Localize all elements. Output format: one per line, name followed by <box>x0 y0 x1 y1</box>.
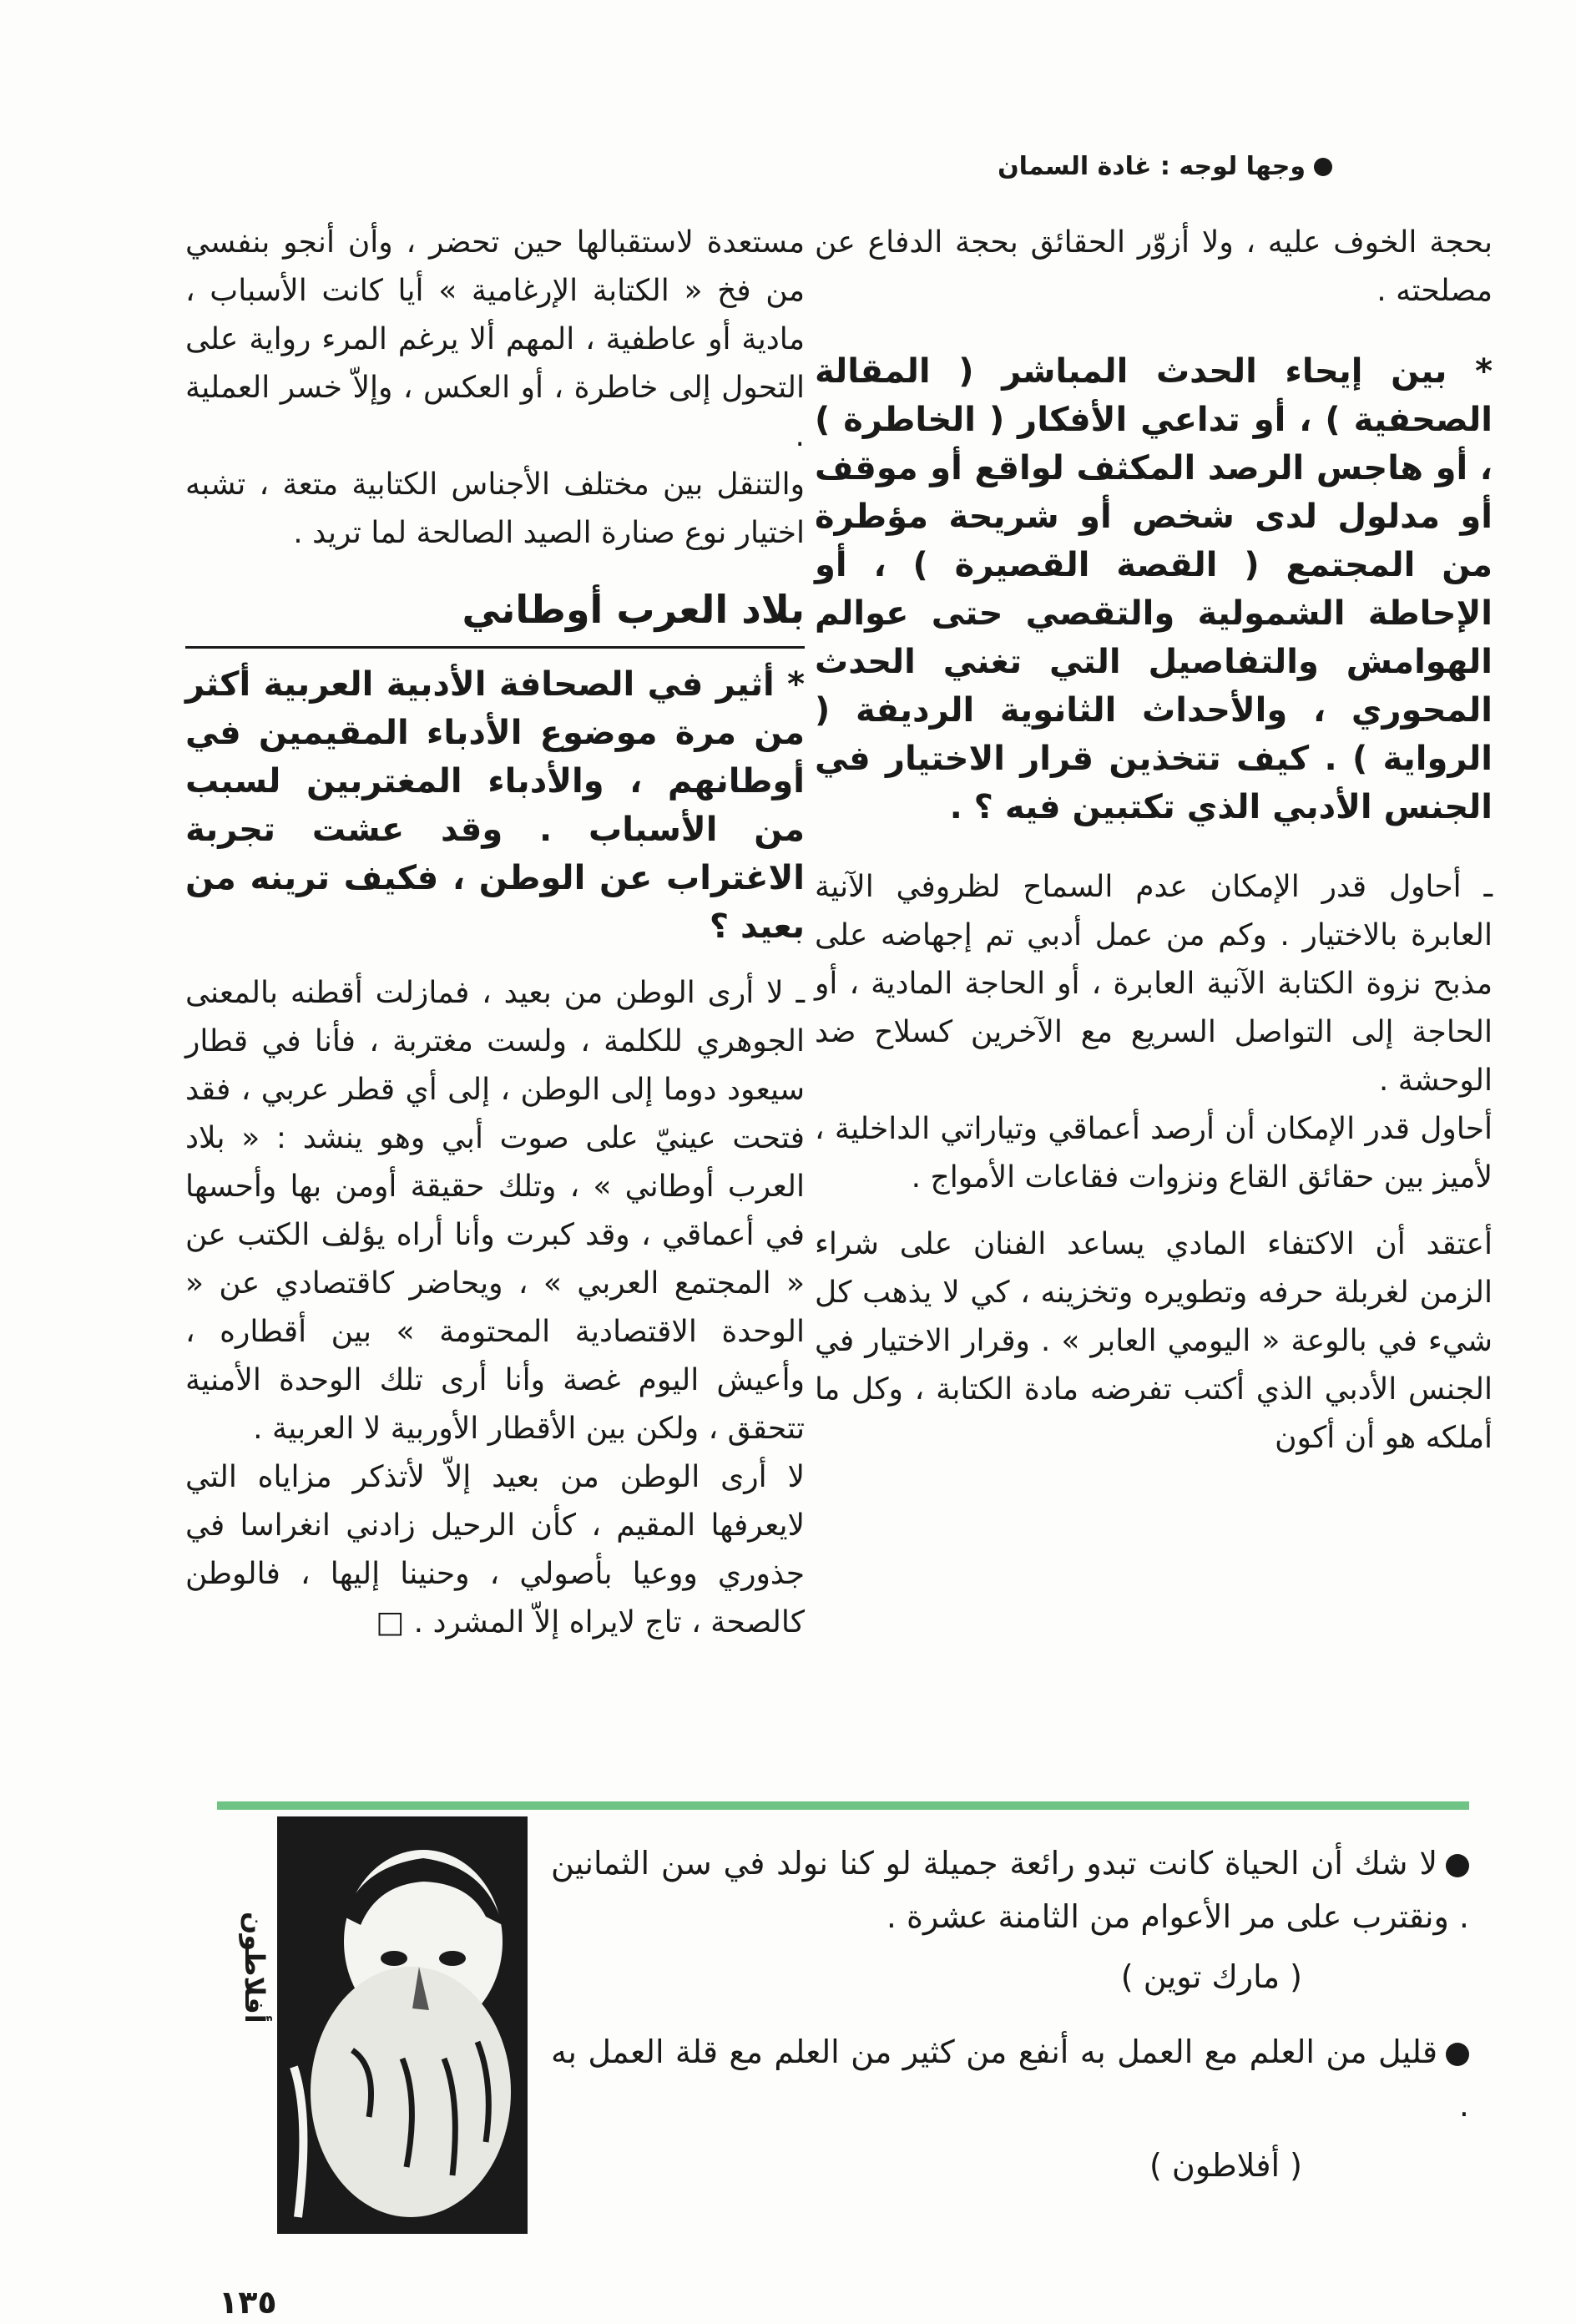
paragraph: مستعدة لاستقبالها حين تحضر ، وأن أنجو بنفسي من فخ « الكتابة الإرغامية » أيا كانت الأسباب ، مادية أو عاطفية ، المهم ألا يرغم المرء رواية على التحول إلى خاطرة ، أو العكس ، وإلاّ خسر العملية . <box>185 225 805 453</box>
quotes-box <box>551 1836 1469 2214</box>
left-column <box>185 219 805 1647</box>
portrait-eye <box>439 1951 466 1966</box>
paragraph: أعتقد أن الاكتفاء المادي يساعد الفنان على شراء الزمن لغربلة حرفه وتطويره وتخزينه ، كي لا يذهب كل شيء في بالوعة « اليومي العابر » . وقرار الاختيار في الجنس الأدبي الذي أكتب تفرضه مادة الكتابة ، وكل ما أملكه هو أن أكون <box>815 1227 1493 1455</box>
paragraph: أحاول قدر الإمكان أن أرصد أعماقي وتياراتي الداخلية ، لأميز بين حقائق القاع ونزوات فقاعات الأمواج . <box>815 1112 1493 1195</box>
bullet-icon <box>1314 158 1332 176</box>
page-number: ١٣٥ <box>219 2284 277 2321</box>
paragraph: ـ لا أرى الوطن من بعيد ، فمازلت أقطنه بالمعنى الجوهري للكلمة ، ولست مغتربة ، فأنا في قطار سيعود دوما إلى الوطن ، إلى أي قطر عربي ، فقد فتحت عينيّ على صوت أبي وهو ينشد : « بلاد العرب أوطاني » ، وتلك حقيقة أومن بها وأحسها في أعماقي ، وقد كبرت وأنا أراه يؤلف الكتب عن « المجتمع العربي » ، ويحاضر كاقتصادي عن « الوحدة الاقتصادية المحتومة » بين أقطاره ، وأعيش اليوم غصة وأنا أرى تلك الوحدة الأمنية تتحقق ، ولكن بين الأقطار الأوربية لا العربية . <box>185 976 805 1446</box>
interview-question: * أثير في الصحافة الأدبية العربية أكثر من مرة موضوع الأدباء المقيمين في أوطانهم ، والأدباء المغتربين لسبب من الأسباب . وقد عشت تجربة الاغتراب عن الوطن ، فكيف ترينه من بعيد ؟ <box>185 665 805 946</box>
green-divider <box>217 1801 1469 1810</box>
bullet-icon <box>1446 2043 1469 2066</box>
header-title: وجها لوجه : غادة السمان <box>998 152 1306 181</box>
portrait-caption: أفلاطون <box>239 1912 270 2023</box>
bullet-icon <box>1446 1854 1469 1877</box>
right-column <box>815 219 1493 1463</box>
plato-portrait <box>219 1816 584 2234</box>
portrait-eye <box>381 1951 407 1966</box>
interview-question: * بين إيحاء الحدث المباشر ( المقالة الصحفية ) ، أو تداعي الأفكار ( الخاطرة ) ، أو هاجس الرصد المكثف لواقع أو موقف أو مدلول لدى شخص أو شريحة مؤطرة من المجتمع ( القصة القصيرة ) ، أو الإحاطة الشمولية والتقصي حتى عوالم الهوامش والتفاصيل التي تغني الحدث المحوري ، والأحداث الثانوية الرديفة ( الرواية ) . كيف تتخذين قرار الاختيار في الجنس الأدبي الذي تكتبين فيه ؟ . <box>815 352 1493 826</box>
quote-author: ( أفلاطون ) <box>1149 2147 1302 2184</box>
paragraph: لا أرى الوطن من بعيد إلاّ لأتذكر مزاياه التي لايعرفها المقيم ، كأن الرحيل زادني انغراسا في جذوري ووعيا بأصولي ، وحنينا إليها ، فالوطن كالصحة ، تاج لايراه إلاّ المشرد . □ <box>185 1460 805 1639</box>
section-title: بلاد العرب أوطاني <box>185 579 805 649</box>
paragraph: بحجة الخوف عليه ، ولا أزوّر الحقائق بحجة الدفاع عن مصلحته . <box>815 225 1493 308</box>
paragraph: والتنقل بين مختلف الأجناس الكتابية متعة ، تشبه اختيار نوع صنارة الصيد الصالحة لما تريد . <box>185 467 805 550</box>
quote-text: قليل من العلم مع العمل به أنفع من كثير من العلم مع قلة العمل به . <box>551 2034 1469 2124</box>
quote-item <box>551 2025 1469 2132</box>
quote-item <box>551 1836 1469 1943</box>
paragraph: ـ أحاول قدر الإمكان عدم السماح لظروفي الآنية العابرة بالاختيار . وكم من عمل أدبي تم إجهاضه على مذبح نزوة الكتابة الآنية العابرة ، أو الحاجة المادية ، أو الحاجة إلى التواصل السريع مع الآخرين كسلاح ضد الوحشة . <box>815 870 1493 1098</box>
quote-author: ( مارك توين ) <box>1120 1958 1302 1995</box>
running-header <box>998 152 1332 181</box>
quote-text: لا شك أن الحياة كانت تبدو رائعة جميلة لو كنا نولد في سن الثمانين . ونقترب على مر الأعوام من الثامنة عشرة . <box>551 1845 1469 1935</box>
